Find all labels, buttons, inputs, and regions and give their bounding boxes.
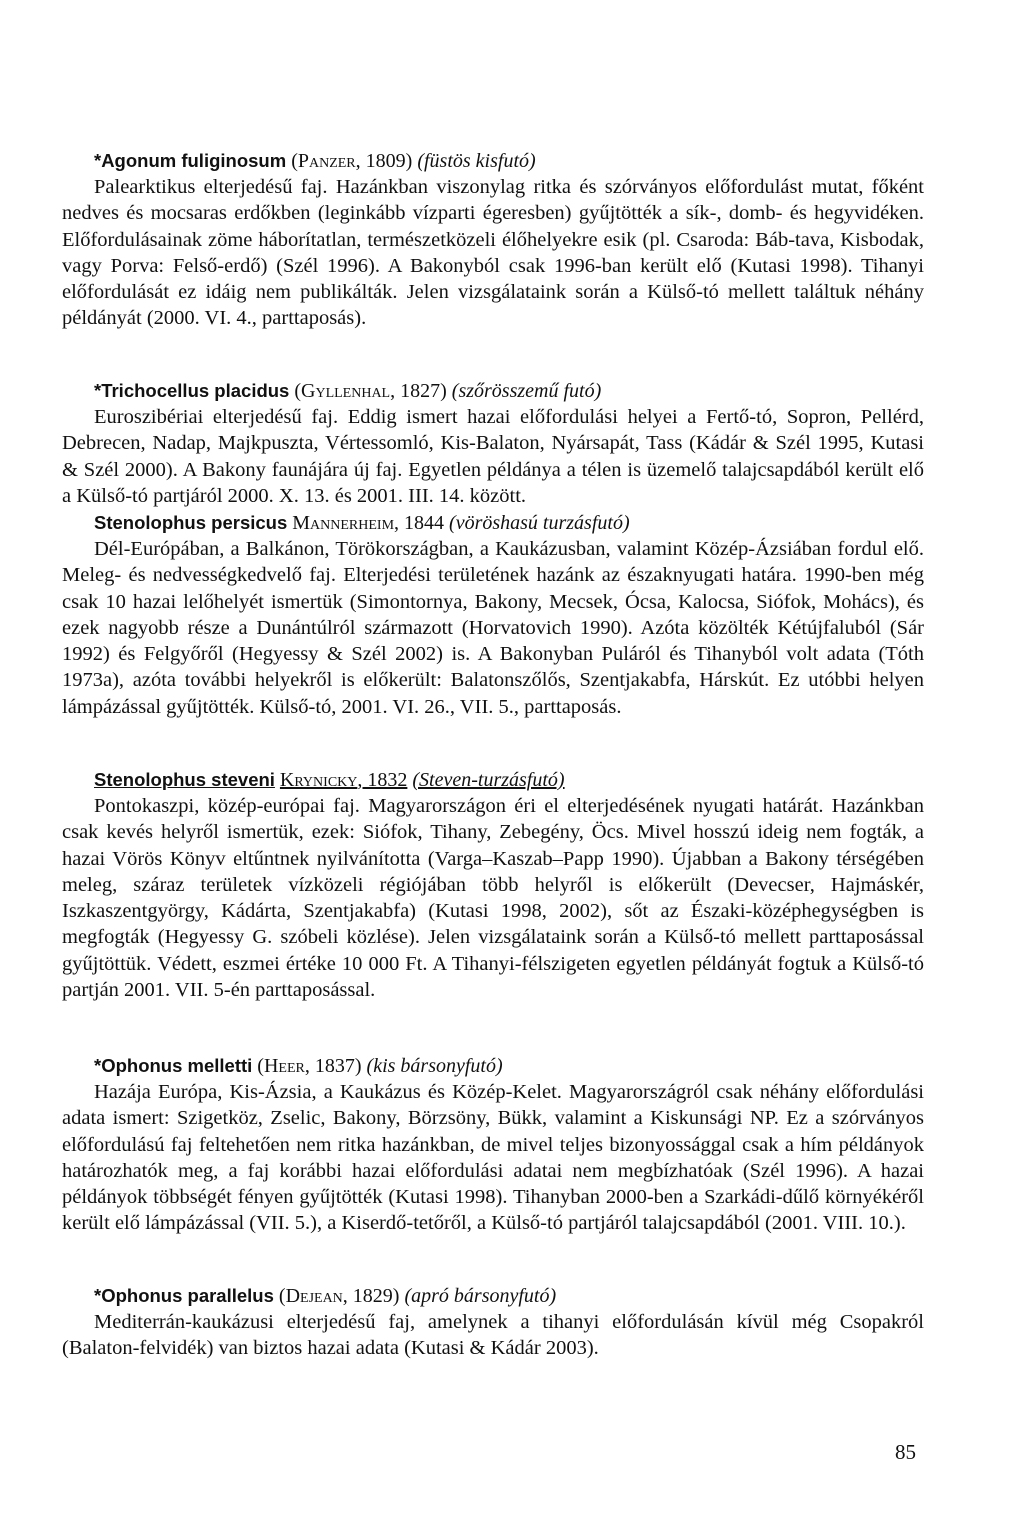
species-entry-ophonus-melletti bbox=[62, 1053, 924, 1237]
species-year: , 1827) bbox=[390, 380, 447, 402]
species-name: *Ophonus melletti bbox=[94, 1055, 253, 1076]
species-authority: Krynicky bbox=[279, 769, 358, 791]
species-authority: Dejean bbox=[285, 1285, 343, 1307]
species-description: Mediterrán-kaukázusi elterjedésű faj, amelynek a tihanyi előfordulásán kívül még Csopakról (Balaton-felvidék) van biztos hazai adata (Kutasi & Kádár 2003). bbox=[62, 1311, 924, 1360]
species-year: , 1844 bbox=[394, 512, 445, 534]
species-authority: Gyllenhal bbox=[301, 380, 391, 402]
species-description: Dél-Európában, a Balkánon, Törökországban, a Kaukázusban, valamint Közép-Ázsiában fordul elő. Meleg- és nedvességkedvelő faj. Elterjedési területének hazánk az északnyugati határa. 1990-ben még csak 10 hazai lelőhelyét ismertük (Simontornya, Bakony, Mecsek, Ócsa, Kalocsa, Siófok, Mohács), és ezek nagyobb része a Dunántúlról származott (Horvatovich 1990). Azóta közölték Kétújfaluból (Sár 1992) és Felgyőről (Hegyessy & Szél 2002) is. A Bakonyban Puláról és Tihanyból volt adata (Tóth 1973a), azóta további helyekről is előkerült: Balatonszőlős, Szentjakabfa, Hárskút. Ez utóbbi helyen lámpázással gyűjtötték. Külső-tó, 2001. VI. 26., VII. 5., parttaposás. bbox=[62, 538, 924, 718]
species-common-name: (füstös kisfutó) bbox=[417, 150, 536, 172]
species-entry-agonum-fuliginosum bbox=[62, 148, 924, 332]
species-name: Stenolophus steveni bbox=[94, 769, 275, 790]
species-common-name: (Steven-turzásfutó) bbox=[412, 769, 565, 791]
species-year: , 1829) bbox=[342, 1285, 400, 1307]
species-heading: *Agonum fuliginosum (Panzer, 1809) (füstös kisfutó) bbox=[94, 150, 536, 172]
species-heading: *Ophonus parallelus (Dejean, 1829) (apró bársonyfutó) bbox=[94, 1285, 557, 1307]
species-name: Stenolophus persicus bbox=[94, 512, 288, 533]
species-authority: Heer bbox=[263, 1055, 305, 1077]
species-common-name: (kis bársonyfutó) bbox=[366, 1055, 503, 1077]
species-authority: Panzer bbox=[297, 150, 356, 172]
species-entry-stenolophus-steveni bbox=[62, 767, 924, 1003]
species-heading: *Ophonus melletti (Heer, 1837) (kis bársonyfutó) bbox=[94, 1055, 503, 1077]
species-authority: Mannerheim bbox=[292, 512, 395, 534]
species-name: *Agonum fuliginosum bbox=[94, 150, 287, 171]
species-heading: *Trichocellus placidus (Gyllenhal, 1827) (szőrösszemű futó) bbox=[94, 380, 602, 402]
species-common-name: (szőrösszemű futó) bbox=[451, 380, 602, 402]
species-common-name: (vöröshasú turzásfutó) bbox=[449, 512, 630, 534]
species-heading bbox=[62, 510, 924, 536]
species-description: Palearktikus elterjedésű faj. Hazánkban viszonylag ritka és szórványos előfordulást mutat, főként nedves és mocsaras erdőkben (leginkább vízparti égeresben) gyűjtötték a sík-, domb- és hegyvidéken. Előfordulásainak zöme háborítatlan, természetközeli élőhelyekre esik (pl. Csaroda: Báb-tava, Kisbodak, vagy Porva: Felső-erdő) (Szél 1996). A Bakonyból csak 1996-ban került elő (Kutasi 1998). Tihanyi előfordulását ez idáig nem publikálták. Jelen vizsgálataink során a Külső-tó mellett találtuk néhány példányát (2000. VI. 4., parttaposás). bbox=[62, 176, 924, 330]
species-name: *Ophonus parallelus bbox=[94, 1285, 274, 1306]
species-year: , 1837) bbox=[304, 1055, 362, 1077]
species-year: , 1832 bbox=[357, 769, 408, 791]
species-entry-trichocellus-placidus bbox=[62, 378, 924, 509]
species-common-name: (apró bársonyfutó) bbox=[404, 1285, 557, 1307]
page-number: 85 bbox=[895, 1440, 916, 1464]
species-description: Hazája Európa, Kis-Ázsia, a Kaukázus és Közép-Kelet. Magyarországról csak néhány előfordulási adata ismert: Szigetköz, Zselic, Bakony, Börzsöny, Bükk, valamint a Kiskunsági NP. Ez a szórványos előfordulású faj feltehetően nem ritka hazánkban, de mivel teljes bizonyossággal csak a hím példányok határozhatók meg, a faj korábbi hazai előfordulási adatai nem megbízhatóak (Szél 1996). A hazai példányok többségét fényen gyűjtötték (Kutasi 1998). Tihanyban 2000-ben a Szarkádi-dűlő környékéről került elő lámpázással (VII. 5.), a Kiserdő-tetőről, a Külső-tó partjáról talajcsapdából (2001. VIII. 10.). bbox=[62, 1081, 924, 1235]
species-year: , 1809) bbox=[355, 150, 413, 172]
species-heading bbox=[62, 767, 924, 793]
species-description: Pontokaszpi, közép-európai faj. Magyarországon éri el elterjedésének nyugati határát. Hazánkban csak kevés helyről ismertük, ezek: Siófok, Tihany, Zebegény, Öcs. Mivel hosszú ideig nem fogták, a hazai Vörös Könyv eltűntnek nyilvánította (Varga–Kaszab–Papp 1990). Újabban a Bakony térségében meleg, száraz területek vízközeli régiójában több helyről is előkerült (Devecser, Hajmáskér, Iszkaszentgyörgy, Kádárta, Szentjakabfa) (Kutasi 1998, 2002), sőt az Északi-középhegységben is megfogták (Hegyessy G. szóbeli közlése). Jelen vizsgálataink során a Külső-tó mellett parttaposással gyűjtöttük. Védett, eszmei értéke 10 000 Ft. A Tihanyi-félszigeten egyetlen példányát fogtuk a Külső-tó partján 2001. VII. 5-én parttaposással. bbox=[62, 795, 924, 1002]
species-description: Euroszibériai elterjedésű faj. Eddig ismert hazai előfordulási helyei a Fertő-tó, Sopron, Pellérd, Debrecen, Nadap, Majkpuszta, Vértessomló, Kis-Balaton, Nyársapát, Tass (Kádár & Szél 1995, Kutasi & Szél 2000). A Bakony faunájára új faj. Egyetlen példánya a télen is üzemelő talajcsapdából került elő a Külső-tó partjáról 2000. X. 13. és 2001. III. 14. között. bbox=[62, 406, 924, 507]
species-entry-stenolophus-persicus bbox=[62, 510, 924, 720]
species-entry-ophonus-parallelus bbox=[62, 1283, 924, 1362]
species-name: *Trichocellus placidus bbox=[94, 380, 290, 401]
